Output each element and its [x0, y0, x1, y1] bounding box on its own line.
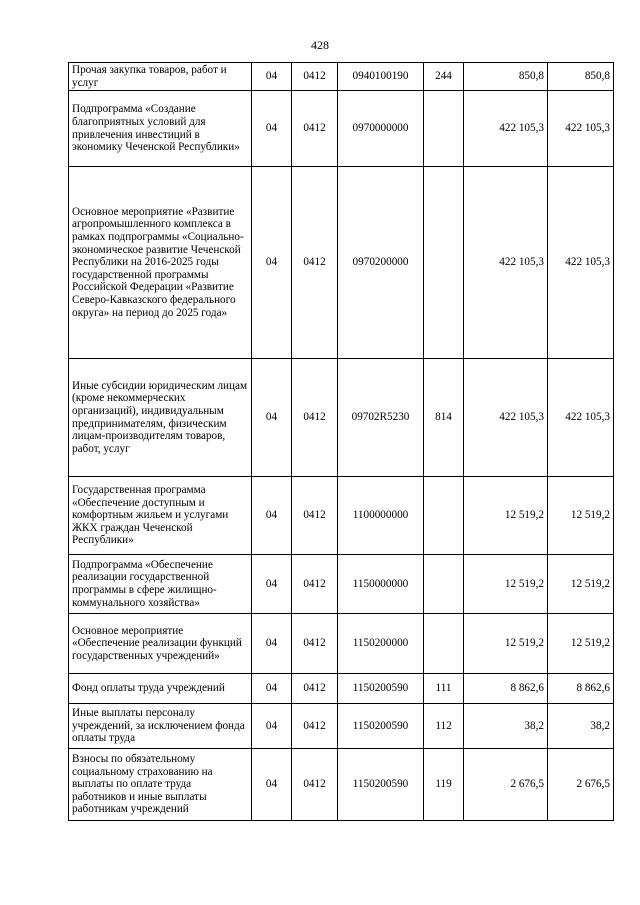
amount-1: 8 862,6 [464, 674, 548, 704]
amount-1: 422 105,3 [464, 91, 548, 167]
amount-1: 12 519,2 [464, 477, 548, 555]
table-row [69, 555, 614, 614]
budget-table [68, 62, 614, 821]
table-row [69, 91, 614, 167]
amount-2: 422 105,3 [548, 91, 614, 167]
amount-2: 12 519,2 [548, 555, 614, 614]
amount-1: 38,2 [464, 704, 548, 749]
row-name: Фонд оплаты труда учреждений [69, 674, 252, 704]
subsection-code: 0412 [292, 91, 338, 167]
target-code: 09702R5230 [338, 359, 424, 477]
target-code: 1150200590 [338, 674, 424, 704]
amount-1: 422 105,3 [464, 359, 548, 477]
section-code: 04 [252, 167, 292, 359]
row-name: Основное мероприятие «Развитие агропромышленного комплекса в рамках подпрограммы «Социально-экономическое развитие Чеченской Республики на 2016-2025 годы государственной программы Российской Федерации «Развитие Северо-Кавказского федерального округа» на период до 2025 года» [69, 167, 252, 359]
amount-1: 422 105,3 [464, 167, 548, 359]
amount-1: 850,8 [464, 63, 548, 91]
subsection-code: 0412 [292, 555, 338, 614]
subsection-code: 0412 [292, 167, 338, 359]
row-name: Подпрограмма «Обеспечение реализации государственной программы в сфере жилищно-коммунального хозяйства» [69, 555, 252, 614]
expense-type-code [424, 91, 464, 167]
row-name: Иные выплаты персоналу учреждений, за исключением фонда оплаты труда [69, 704, 252, 749]
expense-type-code: 111 [424, 674, 464, 704]
amount-2: 850,8 [548, 63, 614, 91]
target-code: 1150200590 [338, 704, 424, 749]
section-code: 04 [252, 674, 292, 704]
subsection-code: 0412 [292, 63, 338, 91]
subsection-code: 0412 [292, 749, 338, 821]
row-name: Государственная программа «Обеспечение доступным и комфортным жильем и услугами ЖКХ граждан Чеченской Республики» [69, 477, 252, 555]
expense-type-code [424, 477, 464, 555]
table-row [69, 63, 614, 91]
amount-2: 2 676,5 [548, 749, 614, 821]
expense-type-code: 112 [424, 704, 464, 749]
table-row [69, 614, 614, 674]
target-code: 0970000000 [338, 91, 424, 167]
row-name: Подпрограмма «Создание благоприятных условий для привлечения инвестиций в экономику Чеченской Республики» [69, 91, 252, 167]
section-code: 04 [252, 704, 292, 749]
target-code: 1100000000 [338, 477, 424, 555]
page-number: 428 [311, 38, 329, 52]
section-code: 04 [252, 555, 292, 614]
subsection-code: 0412 [292, 674, 338, 704]
table-row [69, 477, 614, 555]
amount-2: 38,2 [548, 704, 614, 749]
amount-2: 422 105,3 [548, 359, 614, 477]
section-code: 04 [252, 63, 292, 91]
target-code: 1150200590 [338, 749, 424, 821]
target-code: 0940100190 [338, 63, 424, 91]
expense-type-code: 119 [424, 749, 464, 821]
amount-1: 12 519,2 [464, 614, 548, 674]
subsection-code: 0412 [292, 477, 338, 555]
subsection-code: 0412 [292, 359, 338, 477]
section-code: 04 [252, 477, 292, 555]
amount-1: 12 519,2 [464, 555, 548, 614]
target-code: 1150200000 [338, 614, 424, 674]
expense-type-code [424, 167, 464, 359]
expense-type-code [424, 555, 464, 614]
row-name: Взносы по обязательному социальному страхованию на выплаты по оплате труда работников и иные выплаты работникам учреждений [69, 749, 252, 821]
subsection-code: 0412 [292, 614, 338, 674]
expense-type-code: 814 [424, 359, 464, 477]
section-code: 04 [252, 359, 292, 477]
table-row [69, 359, 614, 477]
section-code: 04 [252, 91, 292, 167]
table-row [69, 749, 614, 821]
expense-type-code: 244 [424, 63, 464, 91]
section-code: 04 [252, 614, 292, 674]
table-row [69, 674, 614, 704]
section-code: 04 [252, 749, 292, 821]
amount-2: 12 519,2 [548, 477, 614, 555]
table-row [69, 704, 614, 749]
table-row [69, 167, 614, 359]
amount-1: 2 676,5 [464, 749, 548, 821]
amount-2: 12 519,2 [548, 614, 614, 674]
subsection-code: 0412 [292, 704, 338, 749]
row-name: Основное мероприятие «Обеспечение реализации функций государственных учреждений» [69, 614, 252, 674]
row-name: Иные субсидии юридическим лицам (кроме некоммерческих организаций), индивидуальным предпринимателям, физическим лицам-производителям товаров, работ, услуг [69, 359, 252, 477]
target-code: 0970200000 [338, 167, 424, 359]
amount-2: 8 862,6 [548, 674, 614, 704]
target-code: 1150000000 [338, 555, 424, 614]
amount-2: 422 105,3 [548, 167, 614, 359]
expense-type-code [424, 614, 464, 674]
row-name: Прочая закупка товаров, работ и услуг [69, 63, 252, 91]
